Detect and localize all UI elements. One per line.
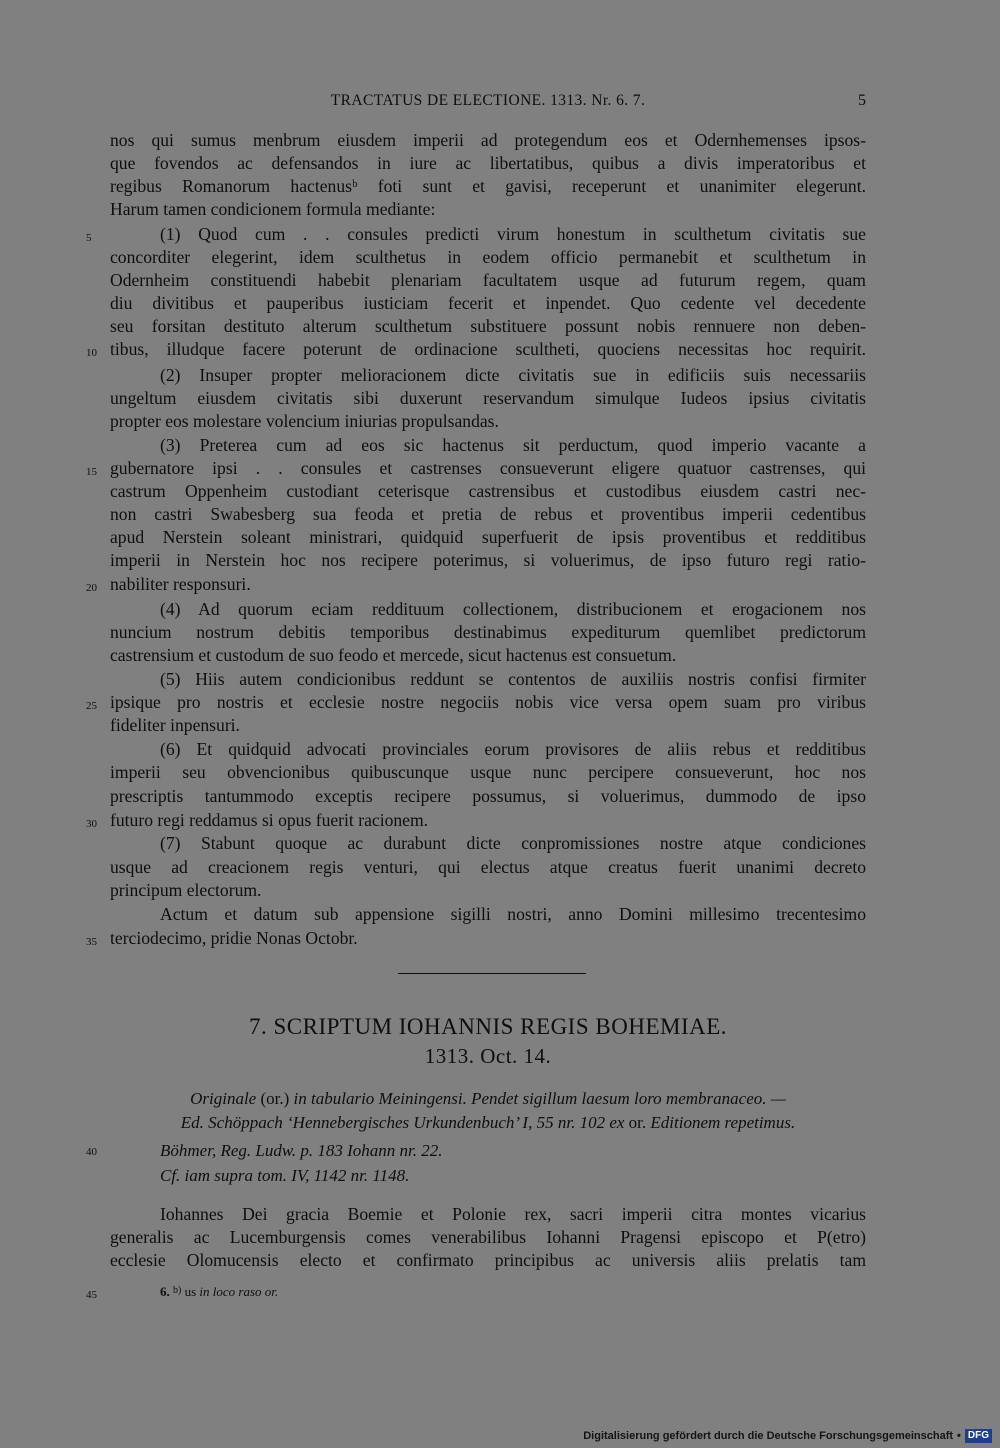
running-header xyxy=(110,92,866,114)
section-heading: 7. SCRIPTUM IOHANNIS REGIS BOHEMIAE. xyxy=(248,1014,728,1039)
line-number: 20 xyxy=(86,582,97,594)
body-line: nos qui sumus menbrum eiusdem imperii ad protegendum eos et Odernhemenses ipsos- xyxy=(110,130,866,150)
body-line: apud Nerstein soleant ministrari, quidquid superfuerit de ipsis proventibus et redditibus xyxy=(110,527,866,547)
source-text-italic: Cf. iam supra tom. IV, 1142 nr. 1148. xyxy=(160,1166,410,1185)
source-line xyxy=(110,1087,866,1110)
body-line: (7) Stabunt quoque ac durabunt dicte conpromissiones nostre atque condiciones xyxy=(160,833,866,853)
line-number: 40 xyxy=(86,1146,97,1158)
line-number: 45 xyxy=(86,1289,97,1301)
source-text-italic: Böhmer, Reg. Ludw. p. 183 Iohann nr. 22. xyxy=(160,1141,443,1160)
line-number: 25 xyxy=(86,700,97,712)
source-text-roman: (or.) xyxy=(256,1089,294,1108)
line-number: 35 xyxy=(86,936,97,948)
page-number: 5 xyxy=(858,92,866,109)
body-line: imperii in Nerstein hoc nos recipere poterimus, si voluerimus, de ipso futuro regi ratio- xyxy=(110,550,866,570)
footnote xyxy=(160,1284,278,1300)
body-line: gubernatore ipsi . . consules et castrenses consueverunt eligere quatuor castrenses, qui xyxy=(110,458,866,478)
body-line: fideliter inpensuri. xyxy=(110,715,240,735)
source-line xyxy=(160,1164,866,1187)
body-line: non castri Swabesberg sua feoda et pretia de rebus et proventibus imperii cedentibus xyxy=(110,504,866,524)
body-line: terciodecimo, pridie Nonas Octobr. xyxy=(110,928,358,948)
line-number: 5 xyxy=(86,232,92,244)
document-line: ecclesie Olomucensis electo et confirmato principibus ac universis aliis prelatis tam xyxy=(110,1250,866,1270)
document-line: generalis ac Lucemburgensis comes venerabilibus Iohanni Pragensi episcopo et P(etro) xyxy=(110,1227,866,1247)
body-line: (2) Insuper propter melioracionem dicte civitatis sue in edificiis suis necessariis xyxy=(160,365,866,385)
footnote-text: us xyxy=(184,1284,197,1299)
body-line: prescriptis tantummodo exceptis recipere possumus, si voluerimus, dummodo de ipso xyxy=(110,786,866,806)
body-line: ungeltum eiusdem civitatis sibi duxerunt reservandum simulque Iudeos ipsius civitatis xyxy=(110,388,866,408)
body-line: usque ad creacionem regis venturi, qui electus atque creatus fuerit unanimi decreto xyxy=(110,857,866,877)
source-line xyxy=(110,1111,866,1134)
footnote-text-italic: in loco raso or. xyxy=(199,1284,279,1299)
source-text-italic: Editionem repetimus. xyxy=(650,1113,796,1132)
line-number: 10 xyxy=(86,347,97,359)
credit-bullet: • xyxy=(957,1430,961,1442)
body-line: (5) Hiis autem condicionibus reddunt se contentos de auxiliis nostris confisi firmiter xyxy=(160,669,866,689)
body-line: ipsique pro nostris et ecclesie nostre negociis nobis vice versa opem suam pro viribus xyxy=(110,692,866,712)
body-line: (6) Et quidquid advocati provinciales eorum provisores de aliis rebus et redditibus xyxy=(160,739,866,759)
source-line xyxy=(160,1139,866,1162)
body-line: Harum tamen condicionem formula mediante: xyxy=(110,199,436,219)
dfg-logo: DFG xyxy=(965,1429,992,1443)
footnote-mark: b) xyxy=(173,1285,182,1296)
body-line: diu divitibus et pauperibus iusticiam fecerit et inpendet. Quo cedente vel decedente xyxy=(110,293,866,313)
line-number: 15 xyxy=(86,466,97,478)
body-line: (1) Quod cum . . consules predicti virum honestum in sculthetum civitatis sue xyxy=(160,224,866,244)
body-line: Actum et datum sub appensione sigilli nostri, anno Domini millesimo trecentesimo xyxy=(160,904,866,924)
body-line: tibus, illudque facere poterunt de ordinacione scultheti, quociens necessitas hoc requirit. xyxy=(110,339,866,359)
source-text-roman: or. xyxy=(624,1113,651,1132)
section-divider xyxy=(398,973,586,974)
body-line: seu forsitan destituto alterum sculthetum substituere possunt nobis rennuere non deben- xyxy=(110,316,866,336)
body-line: castrensium et custodum de suo feodo et mercede, sicut hactenus est consuetum. xyxy=(110,645,677,665)
body-line: regibus Romanorum hactenusᵇ foti sunt et gavisi, receperunt et unanimiter elegerunt. xyxy=(110,176,866,196)
digitization-credit xyxy=(583,1428,992,1444)
source-text-italic: Originale xyxy=(190,1089,257,1108)
body-line: principum electorum. xyxy=(110,880,262,900)
body-line: nabiliter responsuri. xyxy=(110,574,251,594)
body-line: imperii seu obvencionibus quibuscunque usque nunc percipere consueverunt, hoc nos xyxy=(110,762,866,782)
body-line: propter eos molestare volencium iniurias propulsandas. xyxy=(110,411,499,431)
source-text-italic: in tabulario Meiningensi. Pendet sigillum laesum loro membranaceo. — xyxy=(293,1089,786,1108)
body-line: Odernheim constituendi habebit plenariam facultatem usque ad futurum regem, quam xyxy=(110,270,866,290)
body-line: que fovendos ac defensandos in iure ac libertatibus, quibus a divis imperatoribus et xyxy=(110,153,866,173)
body-line: (3) Preterea cum ad eos sic hactenus sit perductum, quod imperio vacante a xyxy=(160,435,866,455)
body-line: futuro regi reddamus si opus fuerit racionem. xyxy=(110,810,429,830)
body-line: nuncium nostrum debitis temporibus destinabimus expediturum quemlibet predictorum xyxy=(110,622,866,642)
credit-text: Digitalisierung gefördert durch die Deutsche Forschungsgemeinschaft xyxy=(583,1430,954,1442)
line-number: 30 xyxy=(86,818,97,830)
section-date: 1313. Oct. 14. xyxy=(424,1044,552,1068)
source-text-italic: Ed. Schöppach ‘Hennebergisches Urkundenbuch’ I, 55 nr. 102 ex xyxy=(180,1113,625,1132)
running-title: TRACTATUS DE ELECTIONE. 1313. Nr. 6. 7. xyxy=(330,92,646,109)
body-line: concorditer elegerint, idem sculthetus in eodem officio permanebit et sculthetum in xyxy=(110,247,866,267)
body-line: castrum Oppenheim custodiant ceterisque castrensibus et custodibus eiusdem castri nec- xyxy=(110,481,866,501)
document-line: Iohannes Dei gracia Boemie et Polonie rex, sacri imperii citra montes vicarius xyxy=(160,1204,866,1224)
body-line: (4) Ad quorum eciam reddituum collectionem, distribucionem et erogacionem nos xyxy=(160,599,866,619)
footnote-number: 6. xyxy=(160,1284,170,1299)
